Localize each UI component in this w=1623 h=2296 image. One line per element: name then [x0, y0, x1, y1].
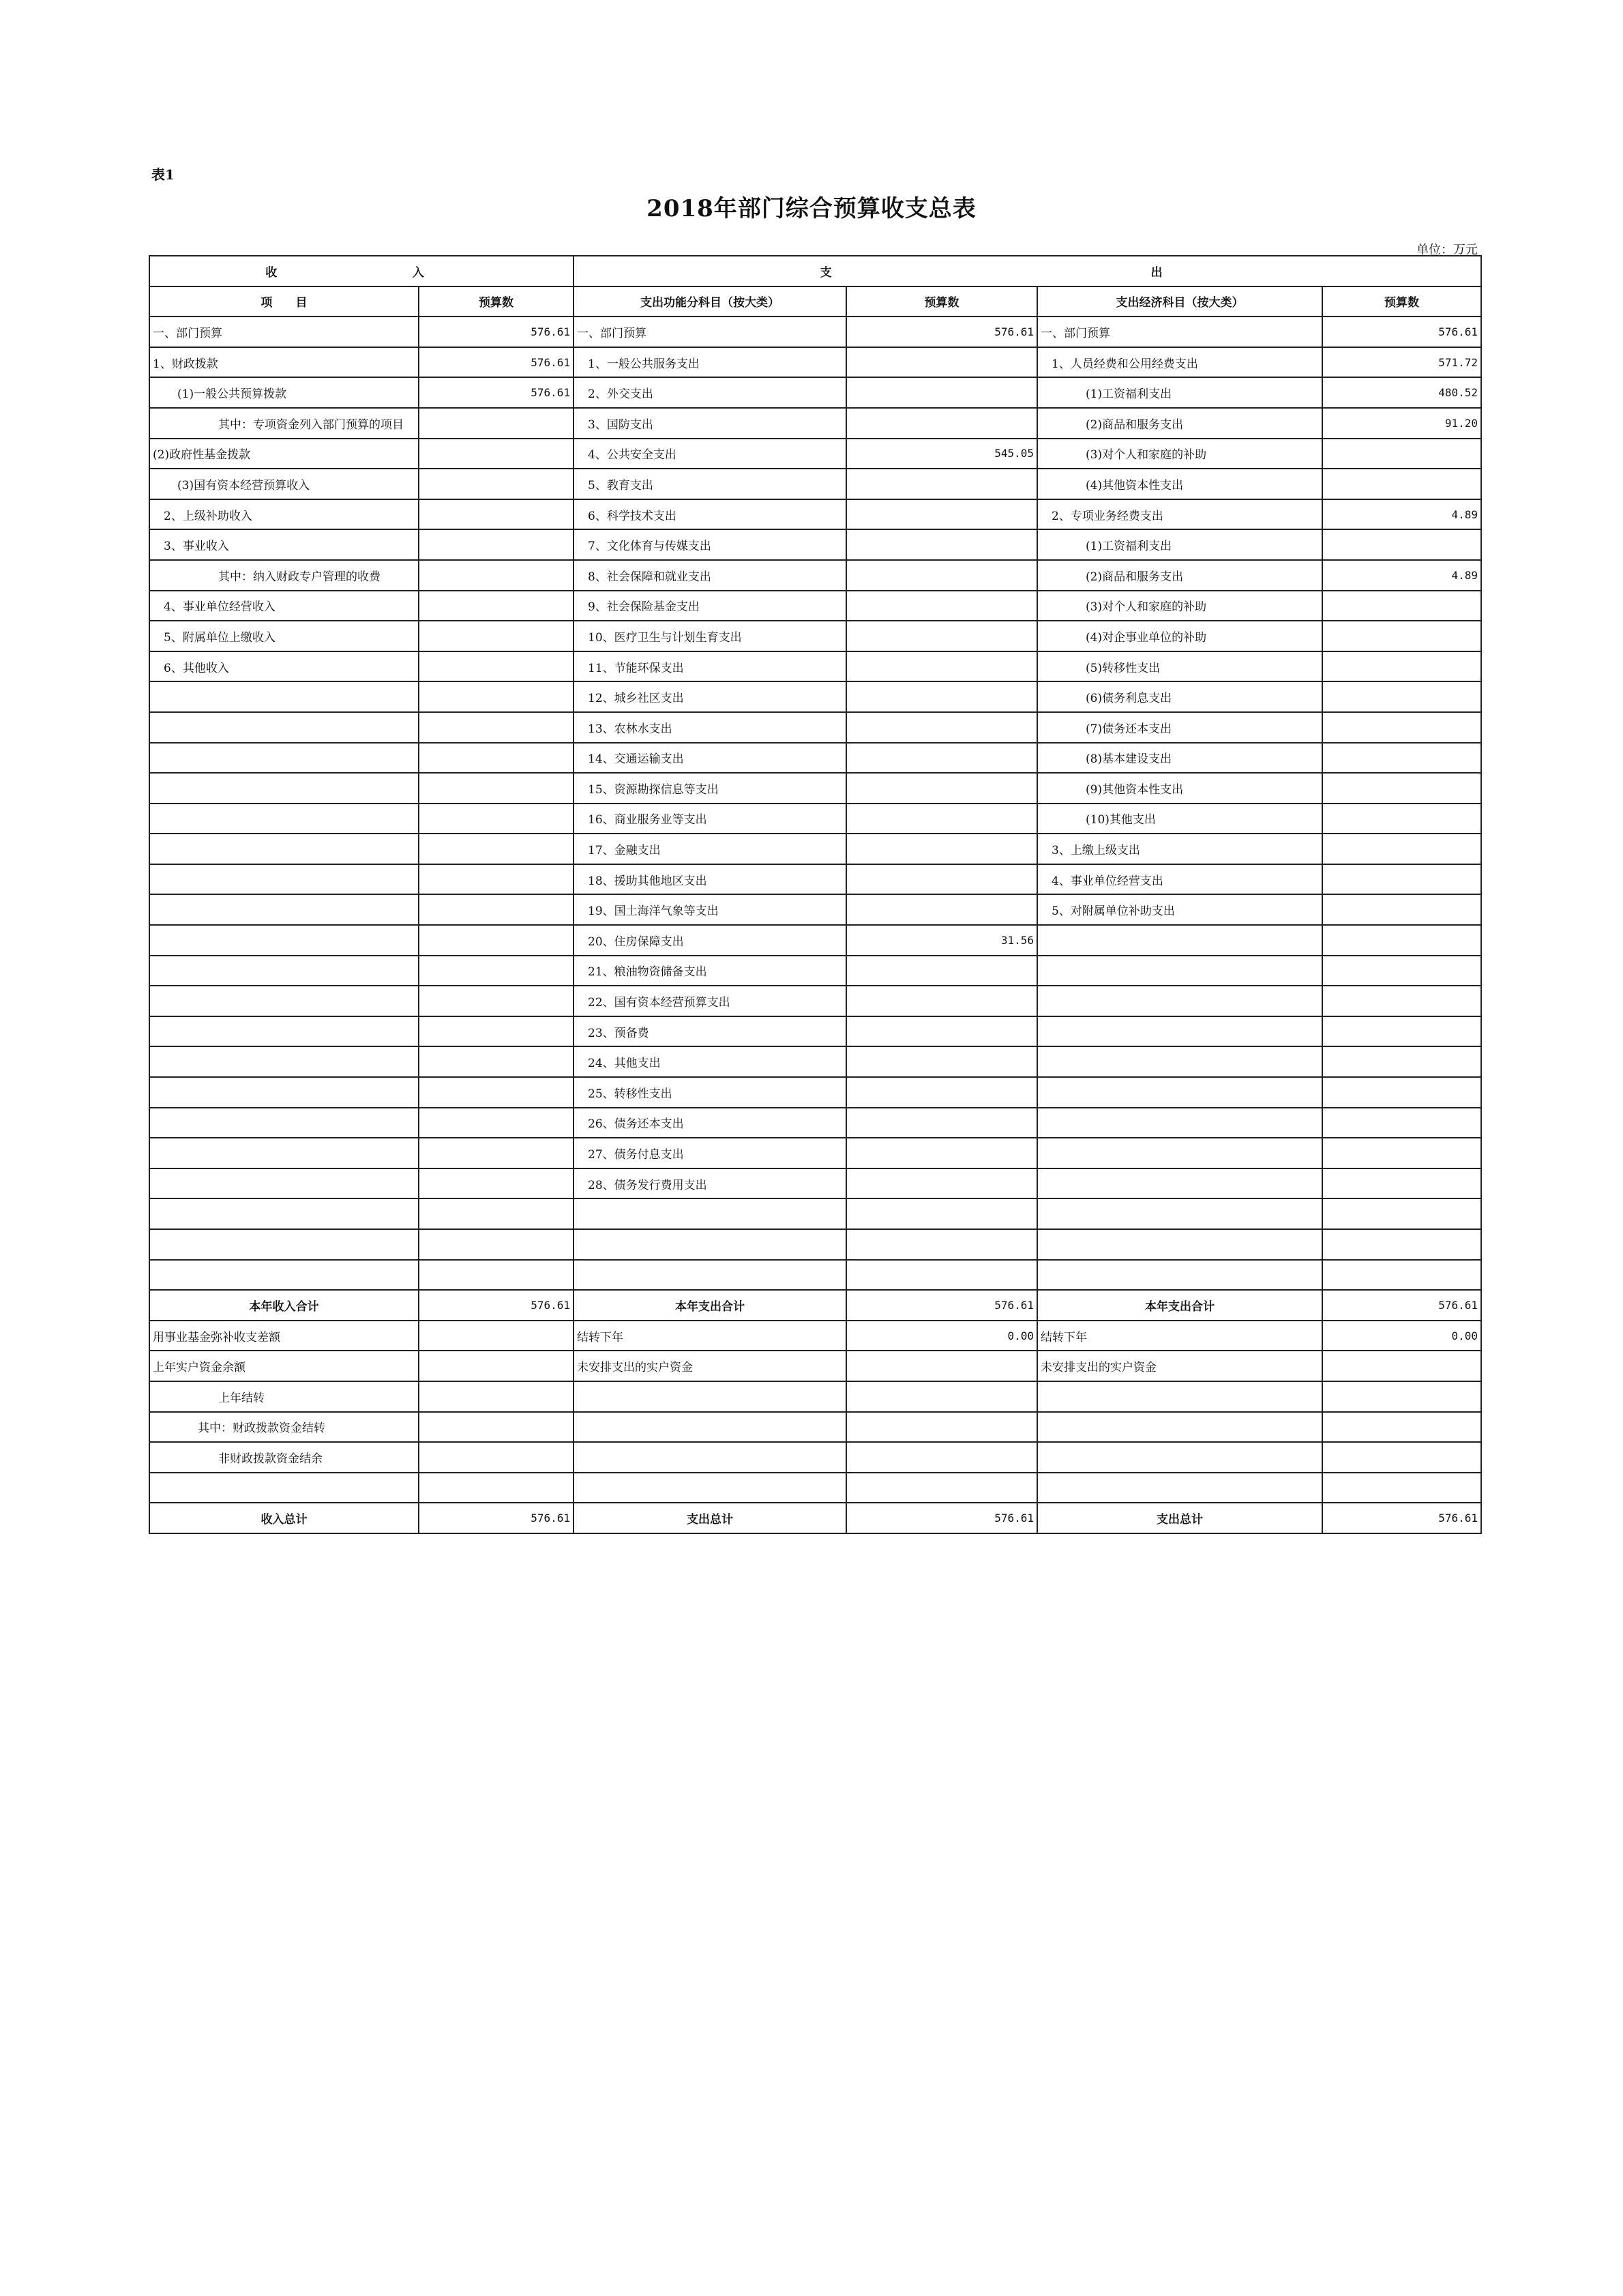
item-label-cell — [149, 925, 419, 956]
budget-value-cell: 576.61 — [846, 317, 1037, 347]
budget-value-cell — [846, 1351, 1037, 1381]
item-label-cell — [149, 1108, 419, 1138]
item-label-cell — [149, 1077, 419, 1108]
budget-value-cell — [1322, 621, 1481, 651]
budget-value-cell — [419, 804, 574, 834]
budget-value-cell — [1322, 1381, 1481, 1412]
budget-value-cell — [419, 956, 574, 986]
item-label-cell: 6、科学技术支出 — [574, 499, 846, 530]
item-label-cell: (2)政府性基金拨款 — [149, 439, 419, 469]
item-label-cell: 用事业基金弥补收支差额 — [149, 1321, 419, 1351]
header-row-columns — [149, 286, 1481, 317]
budget-value-cell — [846, 956, 1037, 986]
item-label-cell: 20、住房保障支出 — [574, 925, 846, 956]
budget-value-cell — [846, 377, 1037, 408]
item-label-cell: 5、附属单位上缴收入 — [149, 621, 419, 651]
budget-value-cell — [846, 1473, 1037, 1503]
item-label-cell: 1、财政拨款 — [149, 347, 419, 378]
budget-table — [149, 255, 1482, 1534]
item-label-cell: 未安排支出的实户资金 — [574, 1351, 846, 1381]
budget-value-cell — [846, 1229, 1037, 1260]
budget-value-cell — [1322, 804, 1481, 834]
item-label-cell: 19、国土海洋气象等支出 — [574, 894, 846, 925]
item-label-cell: (1)一般公共预算拨款 — [149, 377, 419, 408]
table-row — [149, 1077, 1481, 1108]
budget-value-cell: 576.61 — [419, 317, 574, 347]
item-label-cell: 8、社会保障和就业支出 — [574, 560, 846, 591]
table-row — [149, 1046, 1481, 1077]
item-label-cell: 2、专项业务经费支出 — [1037, 499, 1322, 530]
budget-value-cell — [419, 1321, 574, 1351]
item-label-cell: 17、金融支出 — [574, 834, 846, 864]
item-label-cell — [149, 1473, 419, 1503]
item-label-cell: (8)基本建设支出 — [1037, 743, 1322, 774]
budget-value-cell — [419, 1108, 574, 1138]
item-label-cell: (1)工资福利支出 — [1037, 377, 1322, 408]
budget-value-cell — [419, 439, 574, 469]
budget-value-cell — [419, 864, 574, 895]
budget-value-cell — [1322, 986, 1481, 1016]
item-label-cell: (4)其他资本性支出 — [1037, 469, 1322, 499]
item-label-cell: 1、人员经费和公用经费支出 — [1037, 347, 1322, 378]
table-row — [149, 1290, 1481, 1321]
budget-value-cell — [419, 986, 574, 1016]
budget-value-cell — [419, 1016, 574, 1047]
item-label-cell: 18、援助其他地区支出 — [574, 864, 846, 895]
col-header-func-budget: 预算数 — [846, 286, 1037, 317]
item-label-cell — [1037, 1412, 1322, 1443]
item-label-cell: 27、债务付息支出 — [574, 1138, 846, 1168]
budget-value-cell — [1322, 439, 1481, 469]
budget-value-cell: 576.61 — [419, 377, 574, 408]
budget-value-cell: 0.00 — [1322, 1321, 1481, 1351]
item-label-cell: 3、上缴上级支出 — [1037, 834, 1322, 864]
table-row — [149, 894, 1481, 925]
item-label-cell: (9)其他资本性支出 — [1037, 773, 1322, 804]
item-label-cell: 26、债务还本支出 — [574, 1108, 846, 1138]
table-row — [149, 1198, 1481, 1229]
budget-value-cell: 4.89 — [1322, 499, 1481, 530]
item-label-cell: 其中：专项资金列入部门预算的项目 — [149, 408, 419, 439]
item-label-cell: 11、节能环保支出 — [574, 651, 846, 682]
budget-value-cell — [846, 834, 1037, 864]
item-label-cell: 本年支出合计 — [1037, 1290, 1322, 1321]
budget-value-cell — [846, 712, 1037, 743]
budget-value-cell — [846, 1381, 1037, 1412]
item-label-cell — [149, 1260, 419, 1291]
budget-value-cell — [846, 681, 1037, 712]
budget-value-cell — [419, 1412, 574, 1443]
table-row — [149, 1168, 1481, 1199]
budget-value-cell — [846, 1198, 1037, 1229]
budget-value-cell — [419, 560, 574, 591]
item-label-cell: 本年支出合计 — [574, 1290, 846, 1321]
budget-value-cell: 0.00 — [846, 1321, 1037, 1351]
budget-value-cell — [419, 469, 574, 499]
income-group-header: 收 入 — [149, 256, 574, 286]
budget-value-cell — [419, 681, 574, 712]
item-label-cell: 上年实户资金余额 — [149, 1351, 419, 1381]
table-row — [149, 1260, 1481, 1291]
budget-value-cell: 31.56 — [846, 925, 1037, 956]
item-label-cell: 6、其他收入 — [149, 651, 419, 682]
table-row — [149, 712, 1481, 743]
budget-value-cell: 480.52 — [1322, 377, 1481, 408]
table-row — [149, 560, 1481, 591]
budget-value-cell — [846, 1442, 1037, 1473]
budget-value-cell — [846, 621, 1037, 651]
item-label-cell: 22、国有资本经营预算支出 — [574, 986, 846, 1016]
item-label-cell: 5、对附属单位补助支出 — [1037, 894, 1322, 925]
item-label-cell: 14、交通运输支出 — [574, 743, 846, 774]
item-label-cell — [1037, 1229, 1322, 1260]
item-label-cell: 23、预备费 — [574, 1016, 846, 1047]
budget-value-cell — [1322, 1412, 1481, 1443]
item-label-cell — [1037, 1108, 1322, 1138]
expense-group-header: 支 出 — [574, 256, 1481, 286]
item-label-cell: 3、国防支出 — [574, 408, 846, 439]
budget-value-cell — [1322, 773, 1481, 804]
item-label-cell: 结转下年 — [1037, 1321, 1322, 1351]
budget-value-cell: 576.61 — [419, 1290, 574, 1321]
item-label-cell: 13、农林水支出 — [574, 712, 846, 743]
budget-value-cell — [419, 1229, 574, 1260]
item-label-cell: 12、城乡社区支出 — [574, 681, 846, 712]
table-row — [149, 377, 1481, 408]
item-label-cell: 一、部门预算 — [149, 317, 419, 347]
item-label-cell — [149, 804, 419, 834]
item-label-cell: (5)转移性支出 — [1037, 651, 1322, 682]
budget-value-cell — [846, 864, 1037, 895]
budget-value-cell: 91.20 — [1322, 408, 1481, 439]
budget-value-cell — [846, 773, 1037, 804]
col-header-econ-budget: 预算数 — [1322, 286, 1481, 317]
item-label-cell — [149, 1138, 419, 1168]
budget-value-cell — [846, 1077, 1037, 1108]
budget-value-cell — [419, 712, 574, 743]
budget-value-cell — [846, 1046, 1037, 1077]
budget-value-cell — [1322, 591, 1481, 621]
item-label-cell — [1037, 1168, 1322, 1199]
table-row — [149, 1229, 1481, 1260]
item-label-cell: 2、外交支出 — [574, 377, 846, 408]
budget-value-cell — [419, 1442, 574, 1473]
item-label-cell: 5、教育支出 — [574, 469, 846, 499]
budget-value-cell — [846, 1108, 1037, 1138]
budget-value-cell: 576.61 — [419, 347, 574, 378]
budget-value-cell — [419, 1046, 574, 1077]
item-label-cell — [1037, 1077, 1322, 1108]
item-label-cell — [149, 834, 419, 864]
item-label-cell — [149, 894, 419, 925]
budget-value-cell — [1322, 894, 1481, 925]
item-label-cell: (3)对个人和家庭的补助 — [1037, 591, 1322, 621]
budget-value-cell — [846, 1138, 1037, 1168]
budget-value-cell — [846, 651, 1037, 682]
budget-value-cell — [846, 499, 1037, 530]
budget-value-cell — [419, 1138, 574, 1168]
col-header-item: 项 目 — [149, 286, 419, 317]
budget-value-cell — [419, 743, 574, 774]
budget-value-cell — [846, 1260, 1037, 1291]
table-row — [149, 1412, 1481, 1443]
col-header-budget: 预算数 — [419, 286, 574, 317]
item-label-cell — [149, 986, 419, 1016]
budget-value-cell — [1322, 529, 1481, 560]
item-label-cell — [149, 773, 419, 804]
item-label-cell — [1037, 925, 1322, 956]
item-label-cell: 一、部门预算 — [1037, 317, 1322, 347]
table-row — [149, 591, 1481, 621]
item-label-cell — [1037, 1046, 1322, 1077]
budget-value-cell — [846, 469, 1037, 499]
budget-value-cell — [1322, 1229, 1481, 1260]
table-row — [149, 1381, 1481, 1412]
item-label-cell: 10、医疗卫生与计划生育支出 — [574, 621, 846, 651]
item-label-cell: 收入总计 — [149, 1503, 419, 1533]
item-label-cell — [574, 1229, 846, 1260]
budget-value-cell — [846, 408, 1037, 439]
item-label-cell: 本年收入合计 — [149, 1290, 419, 1321]
item-label-cell — [574, 1412, 846, 1443]
table-row — [149, 529, 1481, 560]
table-row — [149, 499, 1481, 530]
budget-value-cell — [1322, 1168, 1481, 1199]
table-row — [149, 834, 1481, 864]
table-row — [149, 986, 1481, 1016]
item-label-cell: 支出总计 — [574, 1503, 846, 1533]
budget-value-cell — [419, 1198, 574, 1229]
item-label-cell: 7、文化体育与传媒支出 — [574, 529, 846, 560]
item-label-cell — [1037, 1381, 1322, 1412]
item-label-cell: 支出总计 — [1037, 1503, 1322, 1533]
budget-value-cell: 576.61 — [1322, 1290, 1481, 1321]
item-label-cell: 4、事业单位经营支出 — [1037, 864, 1322, 895]
table-label: 表1 — [151, 166, 175, 183]
table-row — [149, 651, 1481, 682]
item-label-cell: 9、社会保险基金支出 — [574, 591, 846, 621]
item-label-cell: (7)债务还本支出 — [1037, 712, 1322, 743]
table-row — [149, 864, 1481, 895]
item-label-cell: 4、公共安全支出 — [574, 439, 846, 469]
budget-value-cell — [1322, 1260, 1481, 1291]
budget-value-cell — [419, 1351, 574, 1381]
table-row — [149, 773, 1481, 804]
table-row — [149, 956, 1481, 986]
item-label-cell: 16、商业服务业等支出 — [574, 804, 846, 834]
budget-value-cell — [846, 743, 1037, 774]
budget-value-cell — [1322, 1046, 1481, 1077]
item-label-cell: 其中：纳入财政专户管理的收费 — [149, 560, 419, 591]
table-row — [149, 439, 1481, 469]
item-label-cell: 其中：财政拨款资金结转 — [149, 1412, 419, 1443]
budget-value-cell — [1322, 1198, 1481, 1229]
item-label-cell: 非财政拨款资金结余 — [149, 1442, 419, 1473]
item-label-cell — [1037, 1138, 1322, 1168]
item-label-cell — [574, 1260, 846, 1291]
table-row — [149, 743, 1481, 774]
budget-value-cell — [419, 925, 574, 956]
budget-value-cell — [419, 408, 574, 439]
table-row — [149, 408, 1481, 439]
budget-value-cell: 576.61 — [846, 1290, 1037, 1321]
item-label-cell — [149, 864, 419, 895]
item-label-cell: (1)工资福利支出 — [1037, 529, 1322, 560]
budget-value-cell — [1322, 1473, 1481, 1503]
item-label-cell: 2、上级补助收入 — [149, 499, 419, 530]
item-label-cell — [149, 956, 419, 986]
budget-value-cell — [419, 1473, 574, 1503]
budget-value-cell — [1322, 1077, 1481, 1108]
item-label-cell: (3)国有资本经营预算收入 — [149, 469, 419, 499]
item-label-cell: 未安排支出的实户资金 — [1037, 1351, 1322, 1381]
item-label-cell — [149, 743, 419, 774]
budget-value-cell — [419, 894, 574, 925]
table-row — [149, 1442, 1481, 1473]
budget-value-cell — [846, 1168, 1037, 1199]
item-label-cell: 3、事业收入 — [149, 529, 419, 560]
budget-value-cell — [419, 1077, 574, 1108]
budget-value-cell — [1322, 864, 1481, 895]
budget-value-cell — [1322, 1442, 1481, 1473]
budget-value-cell: 4.89 — [1322, 560, 1481, 591]
table-row — [149, 1016, 1481, 1047]
item-label-cell: (4)对企事业单位的补助 — [1037, 621, 1322, 651]
budget-value-cell — [846, 894, 1037, 925]
item-label-cell: (10)其他支出 — [1037, 804, 1322, 834]
budget-value-cell — [419, 1260, 574, 1291]
item-label-cell — [574, 1381, 846, 1412]
item-label-cell: 结转下年 — [574, 1321, 846, 1351]
budget-value-cell — [1322, 1138, 1481, 1168]
budget-value-cell — [1322, 956, 1481, 986]
budget-value-cell — [846, 1412, 1037, 1443]
table-row — [149, 925, 1481, 956]
item-label-cell — [1037, 956, 1322, 986]
table-row — [149, 681, 1481, 712]
item-label-cell — [149, 1198, 419, 1229]
item-label-cell: 一、部门预算 — [574, 317, 846, 347]
budget-value-cell — [419, 499, 574, 530]
budget-value-cell — [419, 651, 574, 682]
budget-value-cell: 576.61 — [419, 1503, 574, 1533]
budget-value-cell — [1322, 1016, 1481, 1047]
item-label-cell — [149, 681, 419, 712]
budget-value-cell — [1322, 469, 1481, 499]
budget-value-cell: 576.61 — [1322, 1503, 1481, 1533]
budget-value-cell — [846, 986, 1037, 1016]
table-row — [149, 1138, 1481, 1168]
budget-value-cell — [419, 773, 574, 804]
table-row — [149, 1321, 1481, 1351]
item-label-cell: 1、一般公共服务支出 — [574, 347, 846, 378]
budget-value-cell — [1322, 743, 1481, 774]
table-row — [149, 621, 1481, 651]
item-label-cell — [149, 1046, 419, 1077]
table-row — [149, 469, 1481, 499]
item-label-cell — [149, 1016, 419, 1047]
table-row — [149, 1108, 1481, 1138]
budget-value-cell — [846, 591, 1037, 621]
budget-value-cell: 545.05 — [846, 439, 1037, 469]
item-label-cell: 21、粮油物资储备支出 — [574, 956, 846, 986]
item-label-cell — [1037, 1198, 1322, 1229]
budget-value-cell: 576.61 — [846, 1503, 1037, 1533]
budget-value-cell — [419, 1381, 574, 1412]
item-label-cell — [149, 1168, 419, 1199]
item-label-cell — [1037, 1442, 1322, 1473]
budget-value-cell — [846, 804, 1037, 834]
budget-value-cell — [1322, 651, 1481, 682]
table-row — [149, 1503, 1481, 1533]
table-row — [149, 347, 1481, 378]
budget-value-cell — [846, 560, 1037, 591]
col-header-econ: 支出经济科目（按大类） — [1037, 286, 1322, 317]
item-label-cell — [1037, 1260, 1322, 1291]
page-title: 2018年部门综合预算收支总表 — [646, 195, 977, 222]
header-row-group — [149, 256, 1481, 286]
budget-value-cell: 571.72 — [1322, 347, 1481, 378]
budget-value-cell — [419, 834, 574, 864]
item-label-cell — [574, 1473, 846, 1503]
budget-value-cell — [846, 1016, 1037, 1047]
budget-value-cell: 576.61 — [1322, 317, 1481, 347]
unit-label: 单位：万元 — [1416, 243, 1478, 257]
budget-value-cell — [1322, 834, 1481, 864]
item-label-cell — [574, 1198, 846, 1229]
budget-value-cell — [1322, 925, 1481, 956]
budget-value-cell — [1322, 1351, 1481, 1381]
item-label-cell: (2)商品和服务支出 — [1037, 408, 1322, 439]
item-label-cell: 24、其他支出 — [574, 1046, 846, 1077]
item-label-cell — [1037, 986, 1322, 1016]
budget-value-cell — [419, 1168, 574, 1199]
item-label-cell: (3)对个人和家庭的补助 — [1037, 439, 1322, 469]
budget-value-cell — [1322, 712, 1481, 743]
item-label-cell: 15、资源勘探信息等支出 — [574, 773, 846, 804]
budget-value-cell — [419, 591, 574, 621]
item-label-cell — [149, 1229, 419, 1260]
item-label-cell: (6)债务利息支出 — [1037, 681, 1322, 712]
item-label-cell — [149, 712, 419, 743]
item-label-cell: 上年结转 — [149, 1381, 419, 1412]
budget-value-cell — [1322, 681, 1481, 712]
item-label-cell: 4、事业单位经营收入 — [149, 591, 419, 621]
item-label-cell: (2)商品和服务支出 — [1037, 560, 1322, 591]
budget-value-cell — [419, 529, 574, 560]
budget-value-cell — [1322, 1108, 1481, 1138]
item-label-cell — [574, 1442, 846, 1473]
item-label-cell: 25、转移性支出 — [574, 1077, 846, 1108]
table-row — [149, 1473, 1481, 1503]
budget-value-cell — [846, 529, 1037, 560]
table-row — [149, 317, 1481, 347]
item-label-cell — [1037, 1016, 1322, 1047]
table-row — [149, 804, 1481, 834]
item-label-cell — [1037, 1473, 1322, 1503]
budget-value-cell — [419, 621, 574, 651]
budget-value-cell — [846, 347, 1037, 378]
item-label-cell: 28、债务发行费用支出 — [574, 1168, 846, 1199]
col-header-func: 支出功能分科目（按大类） — [574, 286, 846, 317]
table-row — [149, 1351, 1481, 1381]
